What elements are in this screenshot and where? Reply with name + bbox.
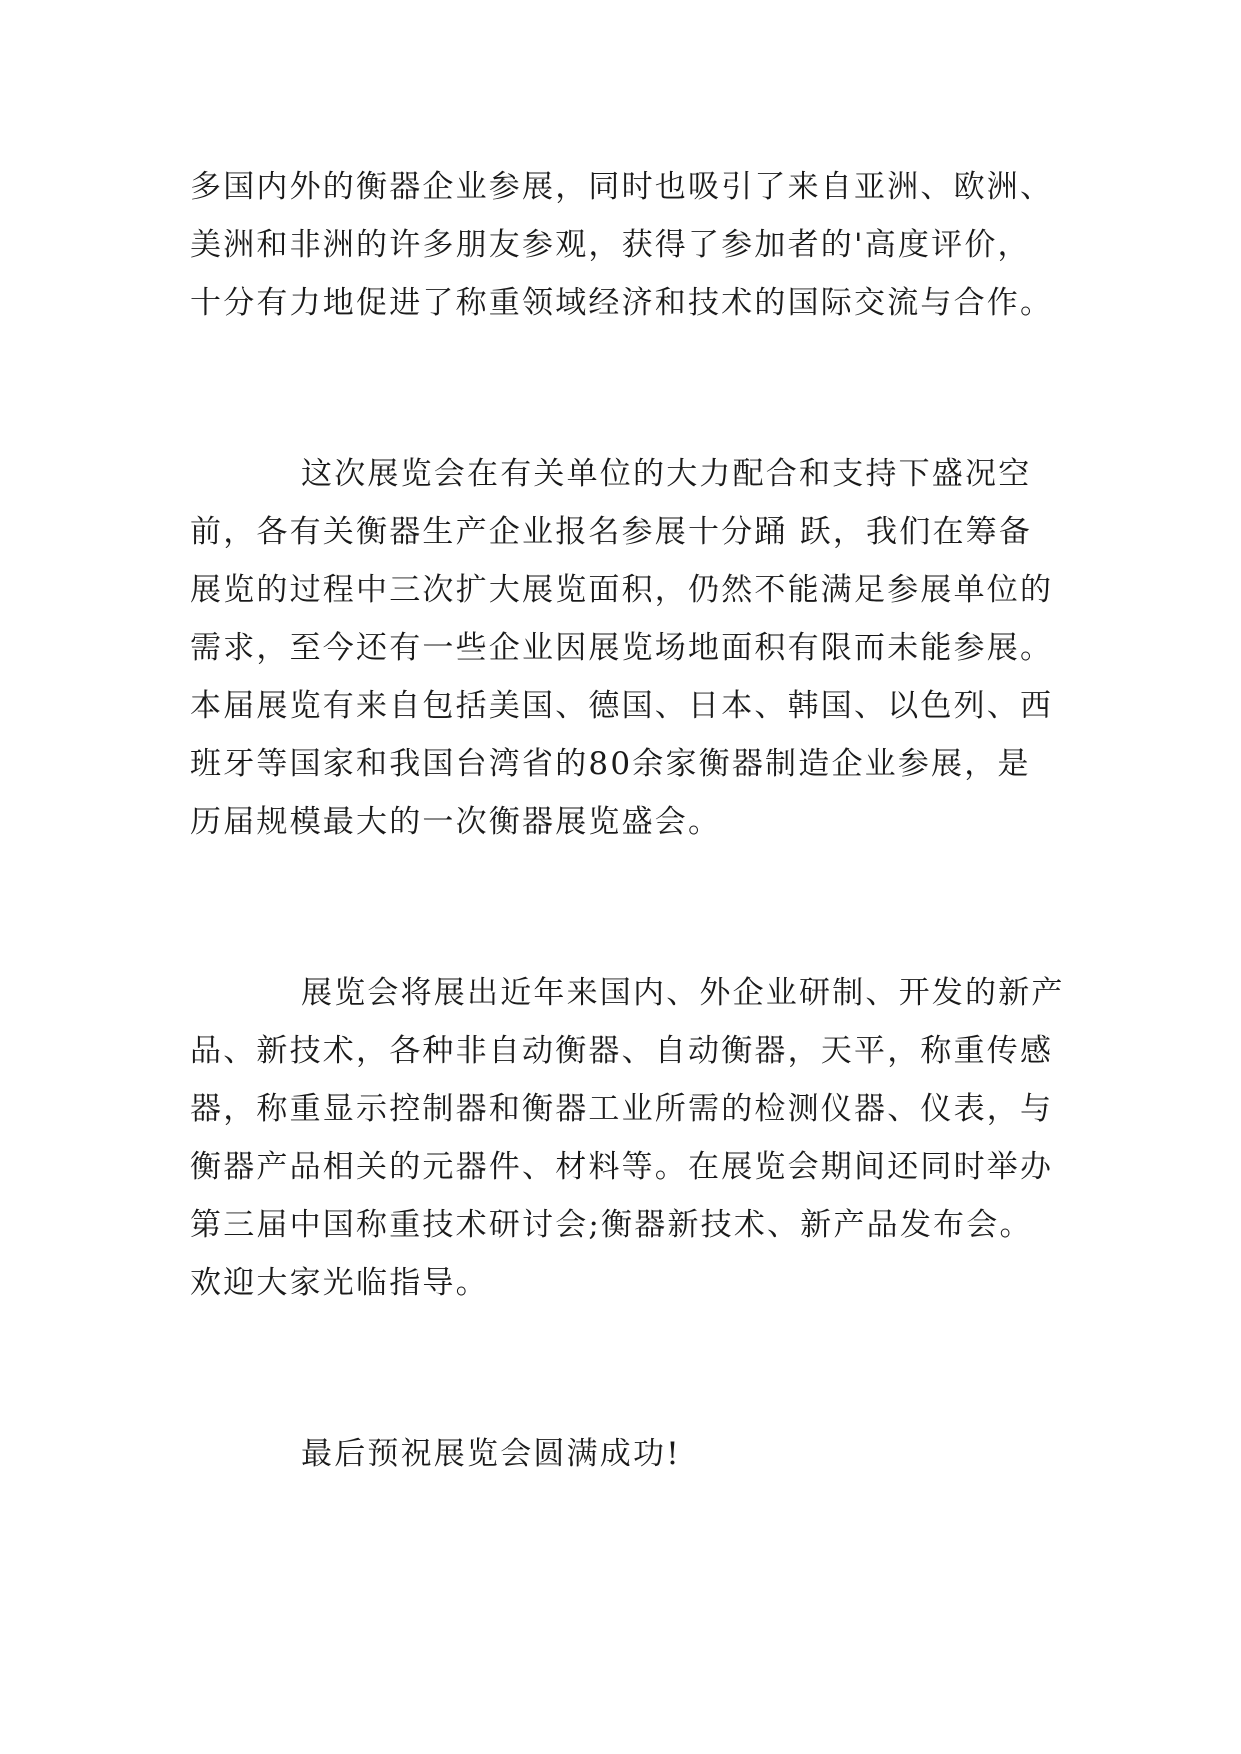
paragraph-line: 衡器产品相关的元器件、材料等。在展览会期间还同时举办: [190, 1149, 1054, 1185]
paragraph-line: 本届展览有来自包括美国、德国、日本、韩国、以色列、西: [190, 688, 1054, 724]
paragraph-line: 需求，至今还有一些企业因展览场地面积有限而未能参展。: [190, 630, 1054, 666]
paragraph-line: 品、新技术，各种非自动衡器、自动衡器，天平，称重传感: [190, 1033, 1054, 1069]
paragraph-line: 第三届中国称重技术研讨会;衡器新技术、新产品发布会。: [190, 1207, 1033, 1243]
paragraph-line: 多国内外的衡器企业参展，同时也吸引了来自亚洲、欧洲、: [190, 169, 1054, 205]
paragraph-line: 班牙等国家和我国台湾省的80余家衡器制造企业参展，是: [190, 746, 1031, 782]
paragraph-line: 历届规模最大的一次衡器展览盛会。: [190, 804, 722, 840]
paragraph-line: 欢迎大家光临指导。: [190, 1265, 489, 1301]
paragraph-line: 前，各有关衡器生产企业报名参展十分踊 跃，我们在筹备: [190, 514, 1033, 550]
paragraph-line: 美洲和非洲的许多朋友参观，获得了参加者的'高度评价，: [190, 227, 1031, 263]
paragraph-line: 展览会将展出近年来国内、外企业研制、开发的新产: [301, 975, 1065, 1011]
paragraph-line: 这次展览会在有关单位的大力配合和支持下盛况空: [301, 456, 1032, 492]
paragraph-line: 展览的过程中三次扩大展览面积，仍然不能满足参展单位的: [190, 572, 1054, 608]
paragraph-line: 十分有力地促进了称重领域经济和技术的国际交流与合作。: [190, 285, 1054, 321]
paragraph-line: 器，称重显示控制器和衡器工业所需的检测仪器、仪表，与: [190, 1091, 1054, 1127]
paragraph-line: 最后预祝展览会圆满成功!: [301, 1436, 681, 1472]
